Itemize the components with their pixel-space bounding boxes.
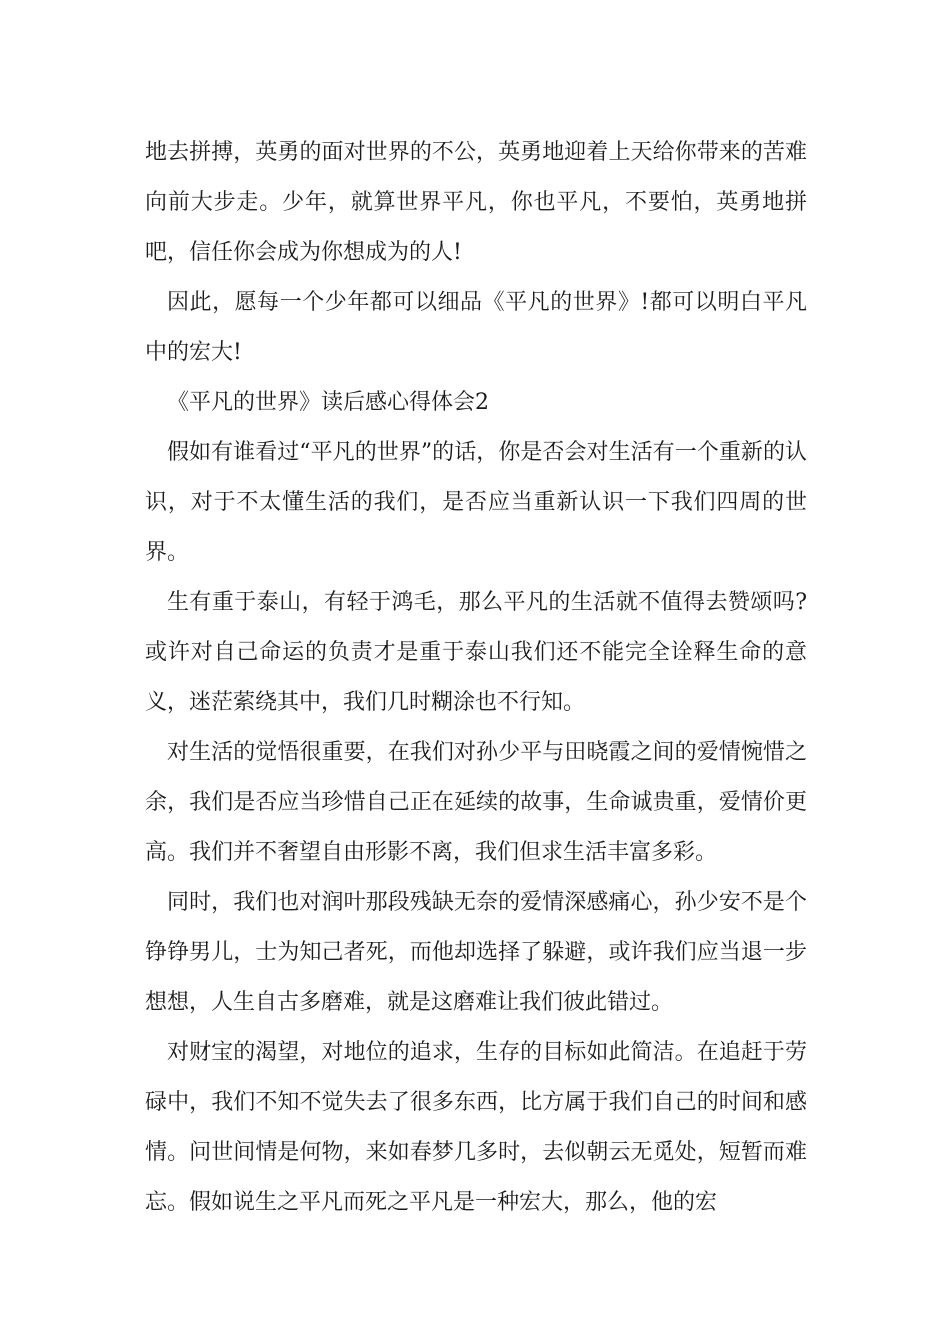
section-heading: 《平凡的世界》读后感心得体会2 xyxy=(167,390,489,415)
paragraph-conclusion: 因此，愿每一个少年都可以细品《平凡的世界》!都可以明白平凡中的宏大! xyxy=(145,290,807,365)
paragraph: 生有重于泰山，有轻于鸿毛，那么平凡的生活就不值得去赞颂吗?或许对自己命运的负责才是重于泰山我们还不能完全诠释生命的意义，迷茫萦绕其中，我们几时糊涂也不行知。 xyxy=(145,590,807,715)
paragraph-continuation: 地去拼搏，英勇的面对世界的不公，英勇地迎着上天给你带来的苦难向前大步走。少年，就算世界平凡，你也平凡，不要怕，英勇地拼吧，信任你会成为你想成为的人! xyxy=(145,140,807,265)
paragraph: 同时，我们也对润叶那段残缺无奈的爱情深感痛心，孙少安不是个铮铮男儿，士为知己者死，而他却选择了躲避，或许我们应当退一步想想，人生自古多磨难，就是这磨难让我们彼此错过。 xyxy=(145,890,807,1015)
paragraph: 假如有谁看过“平凡的世界”的话，你是否会对生活有一个重新的认识，对于不太懂生活的我们，是否应当重新认识一下我们四周的世界。 xyxy=(145,440,807,565)
document-body xyxy=(145,128,807,1228)
paragraph: 对生活的觉悟很重要，在我们对孙少平与田晓霞之间的爱情惋惜之余，我们是否应当珍惜自己正在延续的故事，生命诚贵重，爱情价更高。我们并不奢望自由形影不离，我们但求生活丰富多彩。 xyxy=(145,740,807,865)
paragraph: 对财宝的渴望，对地位的追求，生存的目标如此简洁。在追赶于劳碌中，我们不知不觉失去了很多东西，比方属于我们自己的时间和感情。问世间情是何物，来如春梦几多时，去似朝云无觅处，短暂而难忘。假如说生之平凡而死之平凡是一种宏大，那么，他的宏 xyxy=(145,1040,807,1215)
